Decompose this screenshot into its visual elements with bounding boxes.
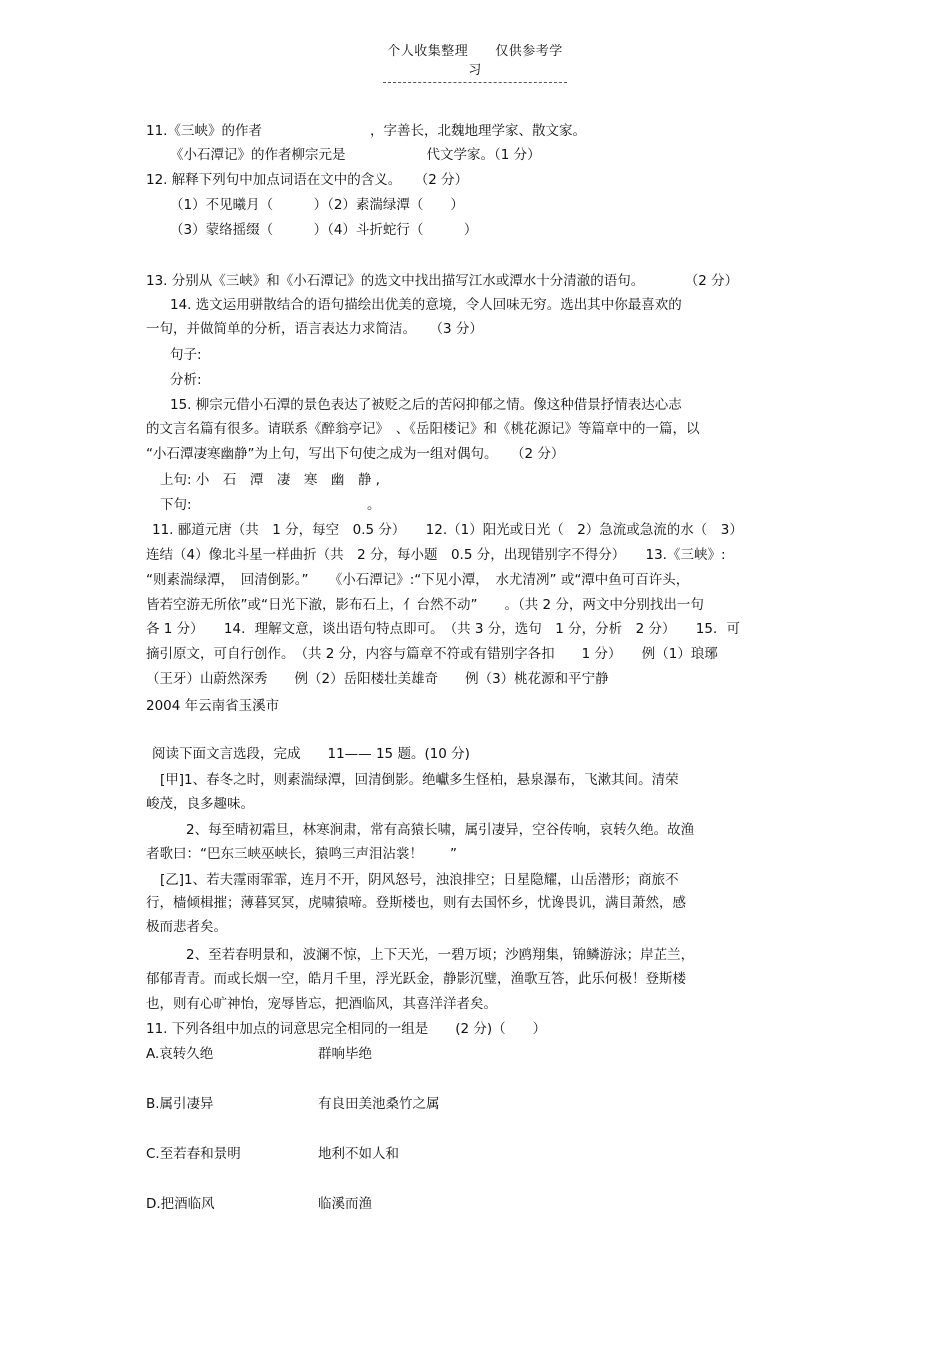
q14-analysis-label: 分析: [170,372,202,388]
q11-line2: 《小石潭记》的作者柳宗元是 代文学家。（1 分） [170,147,541,163]
q14-line1: 14. 选文运用骈散结合的语句描绘出优美的意境，令人回味无穷。选出其中你最喜欢的 [170,297,682,313]
passage-jia-1-line1: [甲]1、春冬之时，则素湍绿潭，回清倒影。绝巘多生怪柏，悬泉瀑布，飞漱其间。清荣 [160,772,679,788]
option-b-left: B.属引凄异 [146,1096,214,1112]
option-a-right: 群响毕绝 [318,1046,372,1062]
q15-line2: 的文言名篇有很多。请联系《醉翁亭记》 、《岳阳楼记》和《桃花源记》等篇章中的一篇，以 [146,421,700,437]
option-d-right: 临溪而渔 [318,1196,372,1212]
reading-instruction: 阅读下面文言选段，完成 11—— 15 题。(10 分) [152,746,470,762]
q14-sentence-label: 句子: [170,347,202,363]
passage-yi-1-line2: 行，樯倾楫摧；薄暮冥冥，虎啸猿啼。登斯楼也，则有去国怀乡，忧谗畏讥，满目萧然，感 [146,895,686,911]
passage-jia-1-line2: 峻茂，良多趣味。 [146,796,254,812]
q12-item-row1: （1）不见曦月（ ）（2）素湍绿潭（ ） [170,197,464,213]
answer-line7: （王牙）山蔚然深秀 例（2）岳阳楼壮美雄奇 例（3）桃花源和平宁静 [146,671,609,687]
q13-line: 13. 分别从《三峡》和《小石潭记》的选文中找出描写江水或潭水十分清澈的语句。 （2 分） [146,273,739,289]
passage-yi-2-line3: 也，则有心旷神怡，宠辱皆忘，把酒临风，其喜洋洋者矣。 [146,996,497,1012]
passage-yi-1-line3: 极而悲者矣。 [146,919,227,935]
q15-line3: “小石潭凄寒幽静”为上句，写出下句使之成为一组对偶句。 （2 分） [146,446,565,462]
q12-heading: 12. 解释下列句中加点词语在文中的含义。 （2 分） [146,172,469,188]
q15-lower-line: 下句: 。 [160,497,381,513]
answer-line1: 11. 郦道元唐（共 1 分，每空 0.5 分） 12.（1）阳光或日光（ 2）急流或急流的水（ 3） [152,522,743,538]
section-title: 2004 年云南省玉溪市 [146,698,280,714]
answer-line5: 各 1 分） 14．理解文意，谈出语句特点即可。 （共 3 分，选句 1 分，分析 2 分） 15．可 [146,621,740,637]
passage-yi-1-line1: [乙]1、若夫霪雨霏霏，连月不开，阴风怒号，浊浪排空；日星隐耀，山岳潜形；商旅不 [160,872,679,888]
option-b-right: 有良田美池桑竹之属 [318,1096,440,1112]
q15-line1: 15. 柳宗元借小石潭的景色表达了被贬之后的苦闷抑郁之情。像这种借景抒情表达心志 [170,397,682,413]
q11-line1: 11.《三峡》的作者 ，字善长，北魏地理学家、散文家。 [146,123,586,139]
passage-jia-2-line1: 2、每至晴初霜旦，林寒涧肃，常有高猿长啸，属引凄异，空谷传响，哀转久绝。故渔 [186,822,695,838]
answer-line4: 皆若空游无所依”或“日光下澈，影布石上，亻台然不动” 。（共 2 分，两文中分别找出一句 [146,597,704,613]
passage-yi-2-line2: 郁郁青青。而或长烟一空，皓月千里，浮光跃金，静影沉璧，渔歌互答，此乐何极！登斯楼 [146,971,686,987]
answer-line3: “则素湍绿潭， 回清倒影。” 《小石潭记》:“下见小潭， 水尤清冽” 或“潭中鱼可百许头， [146,572,690,588]
answer-line6: 摘引原文，可自行创作。 （共 2 分，内容与篇章不符或有错别字各扣 1 分） 例（1）琅琊 [146,646,718,662]
option-c-right: 地利不如人和 [318,1146,399,1162]
question-11: 11. 下列各组中加点的词意思完全相同的一组是 (2 分)（ ） [146,1021,547,1037]
q12-item-row2: （3）蒙络摇缀（ ）（4）斗折蛇行（ ） [170,222,478,238]
passage-yi-2-line1: 2、至若春明景和，波澜不惊，上下天光，一碧万顷；沙鸥翔集，锦鳞游泳；岸芷兰， [186,947,695,963]
option-c-left: C.至若春和景明 [146,1146,241,1162]
q15-upper-line: 上句: 小 石 潭 凄 寒 幽 静 , [160,472,380,488]
passage-jia-2-line2: 者歌曰：“巴东三峡巫峡长，猿鸣三声泪沾裳！ ” [146,846,457,862]
option-a-left: A.哀转久绝 [146,1046,214,1062]
option-d-left: D.把酒临风 [146,1196,215,1212]
q14-line2: 一句，并做简单的分析，语言表达力求简洁。 （3 分） [146,321,483,337]
page-header: 个人收集整理 仅供参考学习 [383,40,567,83]
answer-line2: 连结（4）像北斗星一样曲折（共 2 分，每小题 0.5 分，出现错别字不得分） 13.《三峡》: [146,547,726,563]
